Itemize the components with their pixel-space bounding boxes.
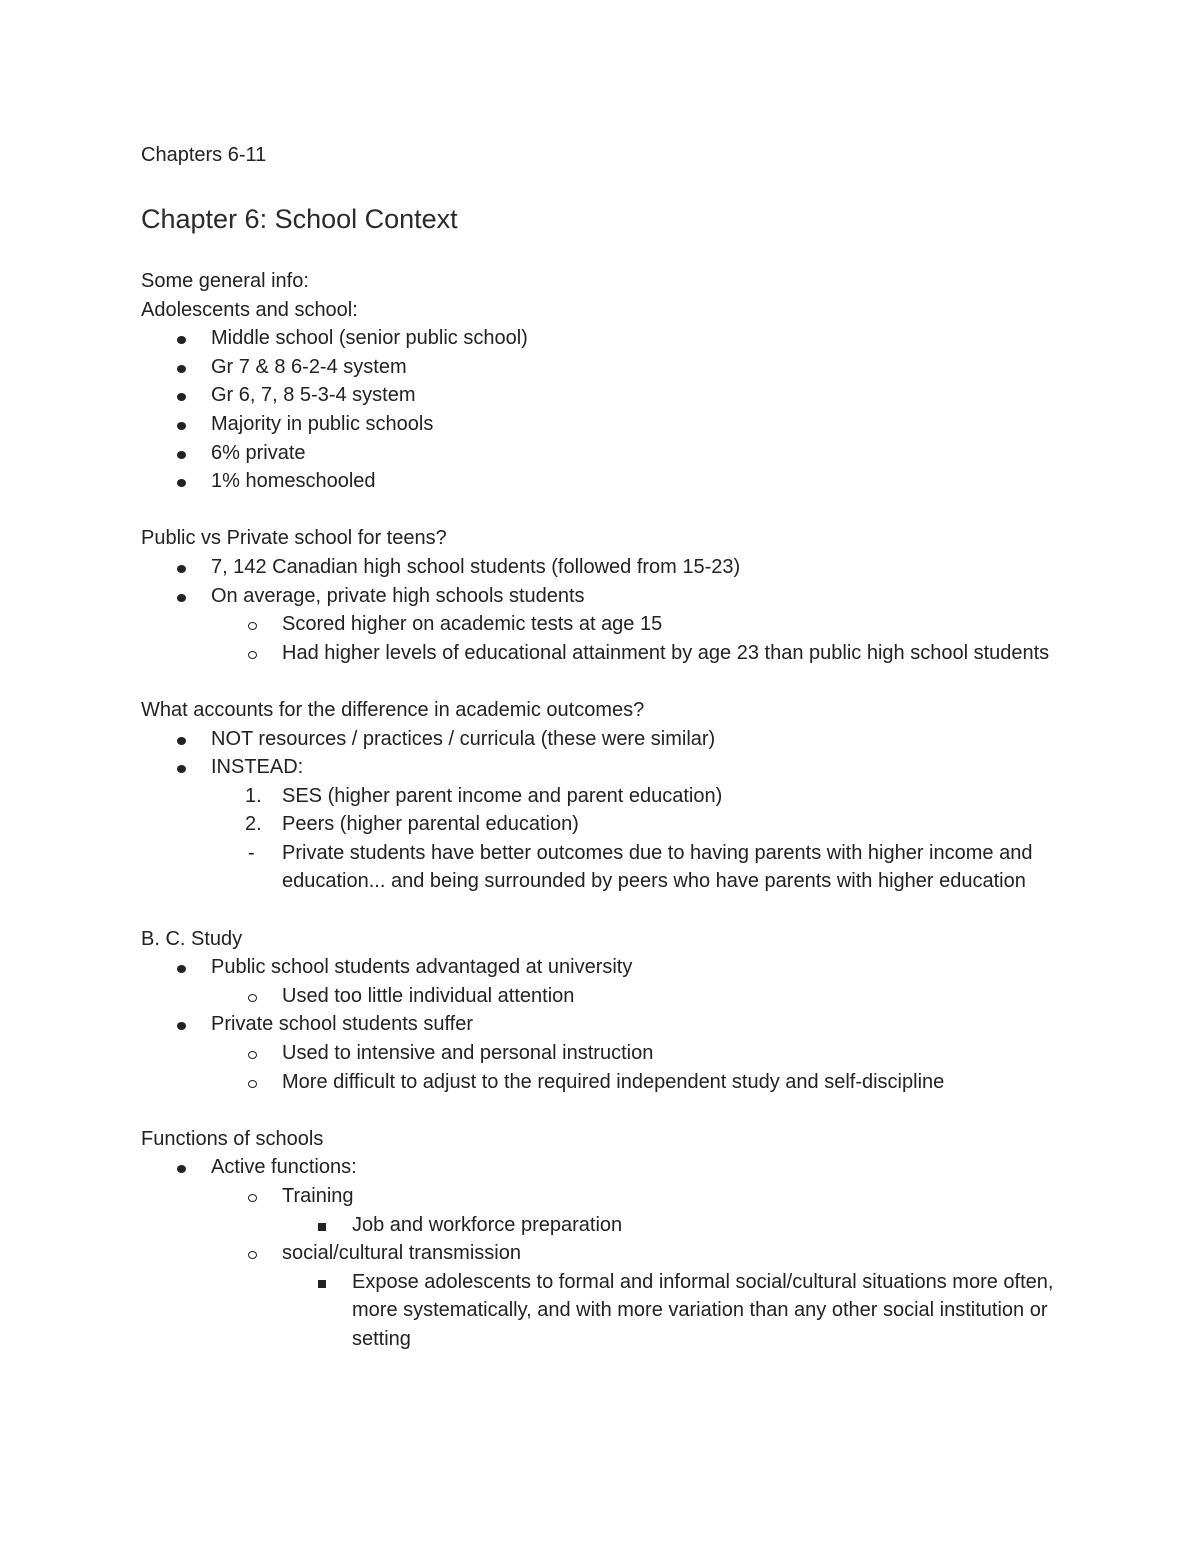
intro-line: Some general info: [141,270,309,292]
bullet-icon [177,410,186,439]
list-item: Expose adolescents to formal and informal social/cultural situations more often, more systematically, and with more variation than any other social institution or setting [141,1268,1061,1354]
hollow-bullet-icon [248,1182,257,1211]
list-item: Scored higher on academic tests at age 15 [141,610,1061,639]
square-bullet-icon [318,1211,326,1240]
list-number: 2. [245,813,262,836]
list-item: Used too little individual attention [141,982,1061,1011]
hollow-bullet-icon [248,610,257,639]
bullet-icon [177,753,186,782]
list-item: INSTEAD: [141,753,1061,782]
doc-title: Chapters 6-11 [141,144,267,166]
hollow-bullet-icon [248,1068,257,1097]
bullet-icon [177,381,186,410]
bullet-icon [177,1010,186,1039]
list-item: Gr 6, 7, 8 5-3-4 system [141,381,1061,410]
section-heading: Public vs Private school for teens? [141,527,447,550]
list-item: 6% private [141,439,1061,468]
list-item: Active functions: [141,1153,1061,1182]
bullet-icon [177,582,186,611]
section-heading: What accounts for the difference in academic outcomes? [141,698,645,721]
list-item: Gr 7 & 8 6-2-4 system [141,353,1061,382]
list-item: 7, 142 Canadian high school students (followed from 15-23) [141,553,1061,582]
numbered-item: 2. Peers (higher parental education) [141,810,1061,839]
list-item: Public school students advantaged at university [141,953,1061,982]
dash-item: - Private students have better outcomes due to having parents with higher income and education... and being surrounded by peers who have parents with higher education [141,839,1061,896]
list-item: Middle school (senior public school) [141,324,1061,353]
chapter-heading: Chapter 6: School Context [141,204,458,234]
list-item: More difficult to adjust to the required independent study and self-discipline [141,1068,1061,1097]
bullet-icon [177,953,186,982]
hollow-bullet-icon [248,1239,257,1268]
list-item: Job and workforce preparation [141,1211,1061,1240]
list-item: Private school students suffer [141,1010,1061,1039]
hollow-bullet-icon [248,639,257,668]
document-body [141,139,1061,1354]
list-item: social/cultural transmission [141,1239,1061,1268]
bullet-icon [177,324,186,353]
section-heading: Functions of schools [141,1127,324,1150]
numbered-item: 1. SES (higher parent income and parent education) [141,782,1061,811]
list-item: NOT resources / practices / curricula (these were similar) [141,725,1061,754]
dash-marker: - [248,841,255,864]
list-item: Majority in public schools [141,410,1061,439]
list-item: Used to intensive and personal instruction [141,1039,1061,1068]
list-item: 1% homeschooled [141,467,1061,496]
list-item: Training [141,1182,1061,1211]
square-bullet-icon [318,1268,326,1297]
section-heading: B. C. Study [141,927,243,950]
bullet-icon [177,553,186,582]
list-item: Had higher levels of educational attainment by age 23 than public high school students [141,639,1061,668]
list-number: 1. [245,784,262,807]
hollow-bullet-icon [248,1039,257,1068]
intro-subheading: Adolescents and school: [141,298,358,321]
bullet-icon [177,725,186,754]
bullet-icon [177,353,186,382]
bullet-icon [177,1153,186,1182]
bullet-icon [177,439,186,468]
bullet-icon [177,467,186,496]
hollow-bullet-icon [248,982,257,1011]
list-item: On average, private high schools students [141,582,1061,611]
